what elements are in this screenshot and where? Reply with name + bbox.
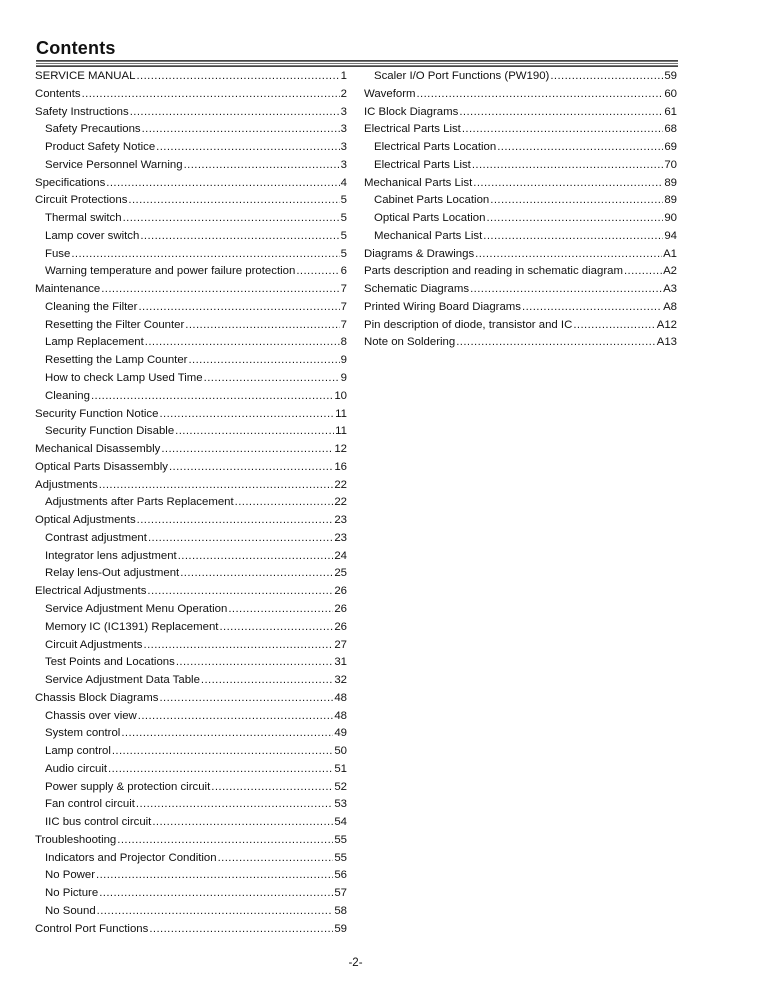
toc-leader-dots: [456, 334, 656, 352]
toc-entry-page: 2: [340, 87, 347, 100]
toc-entry-page: 23: [334, 514, 347, 527]
toc-entry[interactable]: [35, 850, 347, 868]
toc-leader-dots: [149, 921, 333, 939]
toc-entry-label: IC Block Diagrams: [364, 105, 459, 118]
toc-leader-dots: [490, 192, 663, 210]
toc-entry[interactable]: [364, 192, 677, 210]
toc-entry-page: 3: [340, 158, 347, 171]
toc-entry[interactable]: [35, 796, 347, 814]
toc-leader-dots: [99, 885, 333, 903]
toc-entry[interactable]: [35, 708, 347, 726]
toc-entry[interactable]: [35, 637, 347, 655]
toc-entry-page: 9: [340, 354, 347, 367]
toc-entry-page: A13: [656, 336, 677, 349]
toc-entry-label: Mechanical Parts List: [374, 229, 483, 242]
toc-entry-page: 26: [334, 585, 347, 598]
toc-entry[interactable]: [35, 299, 347, 317]
toc-entry-label: Parts description and reading in schematic diagram: [364, 265, 623, 278]
toc-entry-label: Indicators and Projector Condition: [45, 851, 217, 864]
toc-entry-page: A2: [663, 265, 677, 278]
toc-entry-page: 9: [340, 372, 347, 385]
toc-entry-label: Adjustments: [35, 478, 98, 491]
toc-entry-page: 55: [334, 851, 347, 864]
toc-entry-label: Contrast adjustment: [45, 531, 147, 544]
toc-entry-page: 52: [334, 780, 347, 793]
toc-entry-label: Service Adjustment Data Table: [45, 674, 200, 687]
toc-entry-label: Security Function Disable: [45, 425, 175, 438]
toc-entry[interactable]: [364, 68, 677, 86]
toc-entry-page: A8: [663, 300, 677, 313]
toc-entry-page: 23: [334, 531, 347, 544]
toc-entry-label: Pin description of diode, transistor and IC: [364, 318, 573, 331]
toc-leader-dots: [219, 619, 333, 637]
toc-entry-label: Optical Parts Disassembly: [35, 460, 168, 473]
toc-leader-dots: [156, 139, 339, 157]
toc-entry-label: System control: [45, 727, 121, 740]
toc-leader-dots: [144, 637, 334, 655]
toc-entry-label: Cleaning the Filter: [45, 300, 138, 313]
toc-entry-label: Memory IC (IC1391) Replacement: [45, 620, 219, 633]
toc-entry-page: 11: [335, 425, 347, 438]
toc-leader-dots: [184, 157, 340, 175]
toc-entry-label: IIC bus control circuit: [45, 816, 152, 829]
toc-leader-dots: [148, 530, 333, 548]
toc-entry-page: 60: [664, 87, 677, 100]
toc-entry-page: 55: [334, 833, 347, 846]
toc-entry[interactable]: [35, 548, 347, 566]
toc-leader-dots: [117, 832, 333, 850]
toc-entry[interactable]: [364, 246, 677, 264]
toc-entry[interactable]: [35, 743, 347, 761]
toc-entry[interactable]: [35, 192, 347, 210]
toc-entry-page: 3: [340, 123, 347, 136]
toc-entry-page: 8: [340, 336, 347, 349]
toc-leader-dots: [188, 352, 339, 370]
toc-entry[interactable]: [35, 814, 347, 832]
toc-leader-dots: [145, 334, 340, 352]
toc-entry-page: 5: [340, 194, 347, 207]
toc-entry[interactable]: [35, 228, 347, 246]
toc-leader-dots: [472, 157, 663, 175]
toc-entry-label: Electrical Parts Location: [374, 141, 497, 154]
toc-leader-dots: [473, 175, 663, 193]
toc-entry-page: 61: [664, 105, 677, 118]
toc-entry[interactable]: [35, 867, 347, 885]
toc-entry-label: Lamp Replacement: [45, 336, 144, 349]
toc-entry[interactable]: [35, 157, 347, 175]
toc-entry-page: 7: [340, 318, 347, 331]
toc-entry[interactable]: [364, 228, 677, 246]
toc-entry[interactable]: [35, 459, 347, 477]
toc-entry[interactable]: [35, 761, 347, 779]
toc-leader-dots: [71, 246, 339, 264]
toc-leader-dots: [211, 779, 333, 797]
toc-entry[interactable]: [35, 175, 347, 193]
toc-entry-label: Fuse: [45, 247, 71, 260]
toc-leader-dots: [459, 104, 663, 122]
toc-entry-page: 32: [334, 674, 347, 687]
toc-entry-label: Optical Adjustments: [35, 514, 136, 527]
toc-entry-label: Mechanical Parts List: [364, 176, 473, 189]
toc-entry-page: 70: [664, 158, 677, 171]
toc-entry-label: Safety Instructions: [35, 105, 129, 118]
toc-entry-label: Chassis Block Diagrams: [35, 691, 159, 704]
toc-entry[interactable]: [35, 68, 347, 86]
toc-entry-page: 57: [334, 887, 347, 900]
toc-leader-dots: [138, 708, 334, 726]
toc-leader-dots: [218, 850, 334, 868]
toc-entry-label: Optical Parts Location: [374, 212, 486, 225]
toc-entry-label: Lamp control: [45, 745, 111, 758]
toc-leader-dots: [136, 68, 339, 86]
toc-entry-page: A3: [663, 283, 677, 296]
toc-entry[interactable]: [35, 263, 347, 281]
toc-entry-label: Service Adjustment Menu Operation: [45, 602, 228, 615]
toc-entry-page: 58: [334, 904, 347, 917]
toc-leader-dots: [178, 548, 334, 566]
toc-entry-page: 59: [664, 70, 677, 82]
toc-entry-page: 90: [664, 212, 677, 225]
toc-leader-dots: [522, 299, 662, 317]
page-title: Contents: [36, 38, 116, 58]
toc-entry[interactable]: [364, 157, 677, 175]
toc-entry[interactable]: [35, 654, 347, 672]
toc-entry-label: Thermal switch: [45, 212, 122, 225]
toc-entry-page: 59: [334, 922, 347, 935]
toc-entry-label: Electrical Parts List: [364, 123, 461, 136]
toc-entry-label: Cabinet Parts Location: [374, 194, 490, 207]
toc-entry[interactable]: [364, 334, 677, 352]
toc-entry-label: Integrator lens adjustment: [45, 549, 177, 562]
toc-entry[interactable]: [35, 477, 347, 495]
toc-entry-page: 25: [334, 567, 347, 580]
toc-entry-page: 56: [334, 869, 347, 882]
toc-entry-label: No Sound: [45, 904, 96, 917]
toc-entry-label: Waveform: [364, 87, 416, 100]
toc-entry[interactable]: [35, 370, 347, 388]
toc-entry-label: Resetting the Filter Counter: [45, 318, 185, 331]
toc-entry-page: 5: [340, 229, 347, 242]
toc-entry-label: Fan control circuit: [45, 798, 135, 811]
toc-entry-page: 22: [334, 478, 347, 491]
toc-entry-label: Circuit Adjustments: [45, 638, 143, 651]
toc-entry-label: Electrical Adjustments: [35, 585, 147, 598]
toc-entry[interactable]: [35, 246, 347, 264]
toc-entry[interactable]: [364, 86, 677, 104]
toc-entry-label: Safety Precautions: [45, 123, 141, 136]
toc-leader-dots: [137, 512, 334, 530]
toc-entry[interactable]: [364, 299, 677, 317]
toc-entry-label: How to check Lamp Used Time: [45, 372, 203, 385]
toc-entry[interactable]: [364, 139, 677, 157]
toc-entry-page: 54: [334, 816, 347, 829]
toc-entry-page: 48: [334, 691, 347, 704]
toc-entry-label: Contents: [35, 87, 81, 100]
toc-entry-page: 12: [334, 443, 347, 456]
toc-entry[interactable]: [35, 779, 347, 797]
toc-entry-page: 3: [340, 105, 347, 118]
toc-entry[interactable]: [364, 104, 677, 122]
toc-entry[interactable]: [364, 281, 677, 299]
toc-leader-dots: [176, 654, 334, 672]
toc-entry-page: 11: [335, 407, 347, 420]
toc-entry[interactable]: [364, 210, 677, 228]
toc-entry[interactable]: [35, 565, 347, 583]
toc-leader-dots: [161, 441, 333, 459]
toc-entry[interactable]: [35, 583, 347, 601]
toc-entry-label: No Power: [45, 869, 96, 882]
page-number: -2-: [348, 957, 363, 969]
toc-entry-page: 69: [664, 141, 677, 154]
toc-entry-page: 26: [334, 602, 347, 615]
toc-entry-label: Resetting the Lamp Counter: [45, 354, 188, 367]
toc-leader-dots: [624, 263, 662, 281]
toc-entry-label: Printed Wiring Board Diagrams: [364, 300, 521, 313]
toc-entry-page: 51: [334, 762, 347, 775]
toc-entry-page: 31: [334, 656, 347, 669]
toc-entry[interactable]: [35, 903, 347, 921]
toc-entry[interactable]: [35, 281, 347, 299]
toc-entry-page: 22: [334, 496, 347, 509]
toc-entry-label: Electrical Parts List: [374, 158, 471, 171]
toc-entry[interactable]: [35, 121, 347, 139]
toc-leader-dots: [136, 796, 333, 814]
toc-entry[interactable]: [35, 139, 347, 157]
toc-leader-dots: [228, 601, 333, 619]
toc-leader-dots: [140, 228, 339, 246]
toc-entry-label: Circuit Protections: [35, 194, 128, 207]
toc-entry[interactable]: [35, 423, 347, 441]
toc-entry-page: 6: [340, 265, 347, 278]
toc-leader-dots: [97, 903, 334, 921]
toc-entry-page: 5: [340, 247, 347, 260]
toc-leader-dots: [483, 228, 663, 246]
toc-entry-label: Lamp cover switch: [45, 229, 140, 242]
toc-entry[interactable]: [35, 317, 347, 335]
toc-leader-dots: [123, 210, 340, 228]
toc-entry[interactable]: [35, 672, 347, 690]
toc-entry[interactable]: [35, 104, 347, 122]
toc-leader-dots: [159, 406, 334, 424]
toc-entry-page: 3: [340, 141, 347, 154]
toc-entry-label: No Picture: [45, 887, 99, 900]
toc-entry[interactable]: [35, 406, 347, 424]
toc-entry-label: Maintenance: [35, 283, 101, 296]
toc-leader-dots: [147, 583, 333, 601]
toc-entry-label: Diagrams & Drawings: [364, 247, 475, 260]
toc-entry-page: A1: [663, 247, 677, 260]
toc-entry-page: 49: [334, 727, 347, 740]
toc-leader-dots: [101, 281, 339, 299]
toc-entry-page: 53: [334, 798, 347, 811]
toc-entry[interactable]: [364, 317, 677, 335]
toc-leader-dots: [180, 565, 333, 583]
toc-entry-label: Power supply & protection circuit: [45, 780, 211, 793]
toc-entry-page: 5: [340, 212, 347, 225]
toc-entry-page: 4: [340, 176, 347, 189]
toc-entry[interactable]: [35, 210, 347, 228]
toc-entry-label: Control Port Functions: [35, 922, 149, 935]
toc-entry[interactable]: [35, 601, 347, 619]
toc-entry[interactable]: [35, 619, 347, 637]
toc-leader-dots: [175, 423, 334, 441]
toc-leader-dots: [201, 672, 333, 690]
toc-entry-label: Scaler I/O Port Functions (PW190): [374, 70, 550, 82]
toc-entry[interactable]: [35, 352, 347, 370]
toc-entry[interactable]: [35, 441, 347, 459]
toc-entry-label: Relay lens-Out adjustment: [45, 567, 180, 580]
toc-entry-page: 10: [334, 389, 347, 402]
toc-entry-page: 48: [334, 709, 347, 722]
toc-entry-label: Test Points and Locations: [45, 656, 175, 669]
toc-entry[interactable]: [35, 921, 347, 939]
toc-entry-page: 89: [664, 176, 677, 189]
toc-entry-label: Security Function Notice: [35, 407, 159, 420]
toc-entry-label: Adjustments after Parts Replacement: [45, 496, 234, 509]
toc-entry[interactable]: [35, 530, 347, 548]
toc-entry-page: 27: [334, 638, 347, 651]
toc-leader-dots: [185, 317, 339, 335]
toc-leader-dots: [486, 210, 663, 228]
toc-leader-dots: [128, 192, 339, 210]
toc-leader-dots: [142, 121, 340, 139]
toc-leader-dots: [550, 68, 663, 86]
toc-leader-dots: [470, 281, 662, 299]
toc-entry-page: 7: [340, 283, 347, 296]
toc-entry-page: 94: [664, 229, 677, 242]
toc-leader-dots: [106, 175, 339, 193]
toc-entry[interactable]: [35, 494, 347, 512]
toc-leader-dots: [462, 121, 663, 139]
toc-entry-label: SERVICE MANUAL: [35, 70, 136, 82]
toc-entry-label: Troubleshooting: [35, 833, 117, 846]
toc-leader-dots: [475, 246, 662, 264]
toc-leader-dots: [573, 317, 655, 335]
toc-entry-page: 89: [664, 194, 677, 207]
toc-leader-dots: [91, 388, 333, 406]
toc-entry[interactable]: [35, 86, 347, 104]
toc-leader-dots: [152, 814, 333, 832]
toc-entry-label: Service Personnel Warning: [45, 158, 183, 171]
toc-leader-dots: [204, 370, 340, 388]
toc-entry-label: Product Safety Notice: [45, 141, 156, 154]
toc-leader-dots: [416, 86, 663, 104]
toc-entry-page: 16: [334, 460, 347, 473]
toc-entry-page: A12: [656, 318, 677, 331]
toc-entry-page: 26: [334, 620, 347, 633]
toc-entry[interactable]: [364, 121, 677, 139]
toc-entry[interactable]: [35, 885, 347, 903]
toc-entry-page: 1: [340, 70, 347, 82]
toc-entry[interactable]: [35, 690, 347, 708]
toc-leader-dots: [235, 494, 334, 512]
toc-entry[interactable]: [35, 725, 347, 743]
toc-right-column: [364, 68, 677, 352]
toc-entry-label: Mechanical Disassembly: [35, 443, 161, 456]
toc-leader-dots: [82, 86, 340, 104]
toc-entry[interactable]: [35, 388, 347, 406]
toc-entry-label: Schematic Diagrams: [364, 283, 470, 296]
toc-leader-dots: [121, 725, 333, 743]
toc-entry-label: Cleaning: [45, 389, 90, 402]
toc-leader-dots: [99, 477, 334, 495]
toc-leader-dots: [169, 459, 333, 477]
toc-entry-label: Specifications: [35, 176, 106, 189]
toc-left-column: [35, 68, 347, 939]
toc-entry[interactable]: [35, 334, 347, 352]
toc-entry-label: Note on Soldering: [364, 336, 456, 349]
toc-leader-dots: [497, 139, 663, 157]
toc-entry-label: Audio circuit: [45, 762, 108, 775]
toc-leader-dots: [159, 690, 333, 708]
toc-entry[interactable]: [364, 175, 677, 193]
toc-entry-page: 68: [664, 123, 677, 136]
toc-entry[interactable]: [35, 832, 347, 850]
toc-entry-label: Warning temperature and power failure protection: [45, 265, 296, 278]
toc-leader-dots: [108, 761, 333, 779]
toc-leader-dots: [130, 104, 340, 122]
toc-entry-page: 7: [340, 300, 347, 313]
toc-entry[interactable]: [364, 263, 677, 281]
toc-leader-dots: [112, 743, 333, 761]
toc-entry-page: 50: [334, 745, 347, 758]
toc-leader-dots: [138, 299, 339, 317]
toc-entry-page: 24: [334, 549, 347, 562]
title-rule: [36, 60, 678, 67]
toc-leader-dots: [96, 867, 333, 885]
toc-leader-dots: [296, 263, 339, 281]
toc-entry[interactable]: [35, 512, 347, 530]
toc-entry-label: Chassis over view: [45, 709, 137, 722]
